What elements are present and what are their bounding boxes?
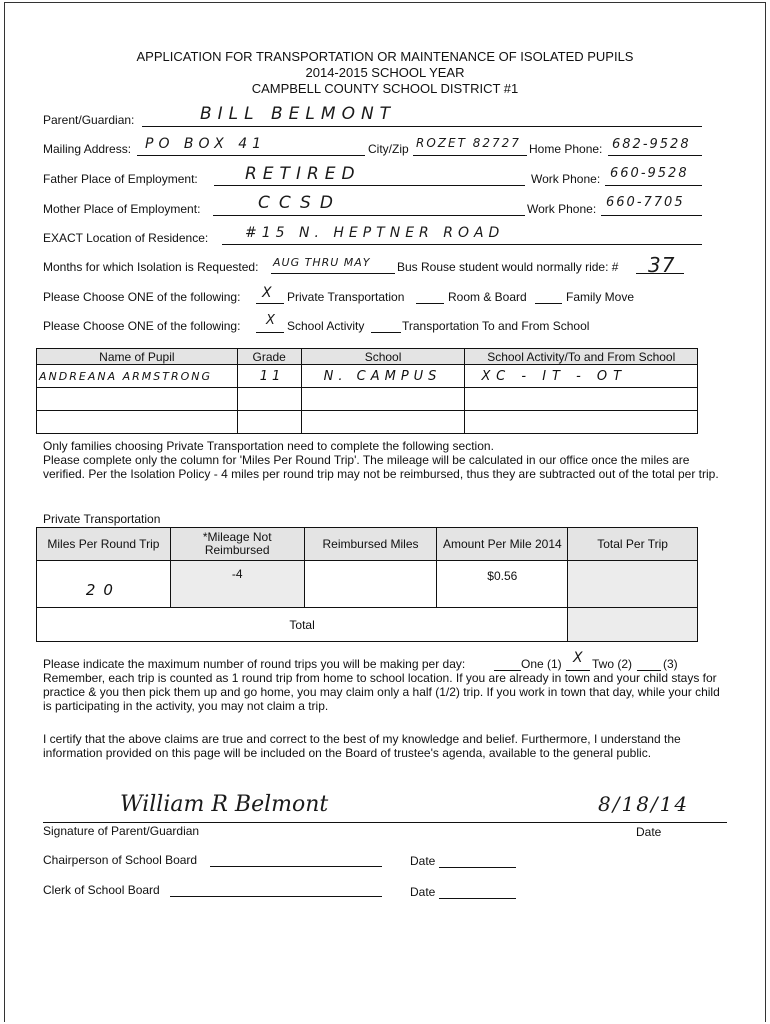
clerk-line[interactable] <box>170 896 382 897</box>
pupil-activity[interactable] <box>465 388 698 411</box>
choice2-school-activity: School Activity <box>287 319 365 333</box>
private-transportation-caption: Private Transportation <box>43 512 161 526</box>
pupil-name-text: ANDREANA ARMSTRONG <box>39 370 213 383</box>
private-transportation-table <box>36 527 698 642</box>
header-reimbursed-miles: Reimbursed Miles <box>304 528 437 561</box>
signature-label: Signature of Parent/Guardian <box>43 824 200 838</box>
mailing-label: Mailing Address: <box>43 142 132 156</box>
parent-label: Parent/Guardian: <box>43 113 135 127</box>
miles-per-round-trip-text: 20 <box>85 581 121 599</box>
cityzip-value[interactable]: ROZET 82727 <box>416 136 521 150</box>
header-activity: School Activity/To and From School <box>465 349 698 365</box>
header-amount-per-mile: Amount Per Mile 2014 <box>437 528 568 561</box>
header-mileage-not-reimbursed: *Mileage Not Reimbursed <box>170 528 304 561</box>
pupil-school[interactable] <box>301 388 465 411</box>
choice1-private-transportation: Private Transportation <box>287 290 405 304</box>
miles-per-round-trip[interactable] <box>37 561 171 608</box>
pupil-school[interactable] <box>301 411 465 434</box>
parent-value[interactable]: BILL BELMONT <box>200 104 397 124</box>
school-year: 2014-2015 SCHOOL YEAR <box>305 65 465 80</box>
header-school: School <box>301 349 465 365</box>
pupil-grade[interactable] <box>237 411 301 434</box>
bus-label: Bus Rouse student would normally ride: # <box>397 260 619 274</box>
months-value[interactable]: AUG THRU MAY <box>273 256 371 269</box>
months-line <box>271 273 395 274</box>
table-row <box>37 561 698 608</box>
mother-work-phone-line <box>601 215 702 216</box>
choice2-label: Please Choose ONE of the following: <box>43 319 241 333</box>
residence-value[interactable]: #15 N. HEPTNER ROAD <box>245 225 505 241</box>
private-table-header <box>37 528 698 561</box>
amount-per-mile: $0.56 <box>437 561 568 608</box>
pupil-table-header <box>37 349 698 365</box>
home-phone-line <box>608 155 702 156</box>
father-employment-line <box>214 185 525 186</box>
choice2-mark[interactable]: X <box>266 313 275 328</box>
pupil-school-text: N. CAMPUS <box>323 368 442 384</box>
pupil-table <box>36 348 698 434</box>
cityzip-line <box>413 155 527 156</box>
choice2-opt2-line[interactable] <box>371 332 401 333</box>
father-work-phone-line <box>605 185 702 186</box>
pupil-school[interactable] <box>301 365 465 388</box>
table-row <box>37 411 698 434</box>
mother-work-phone-value[interactable]: 660-7705 <box>606 195 685 210</box>
father-employment-label: Father Place of Employment: <box>43 172 198 186</box>
header-total-per-trip: Total Per Trip <box>568 528 698 561</box>
header-miles-per-round-trip: Miles Per Round Trip <box>37 528 171 561</box>
father-employment-value[interactable]: RETIRED <box>245 164 361 184</box>
choice1-opt2-line[interactable] <box>416 303 444 304</box>
pupil-grade[interactable] <box>237 365 301 388</box>
header-grade: Grade <box>237 349 301 365</box>
round-trip-two: Two (2) <box>592 657 633 671</box>
round-trips-prefix: Please indicate the maximum number of round trips you will be making per day: <box>43 657 466 671</box>
total-per-trip[interactable] <box>568 561 698 608</box>
mother-employment-value[interactable]: CCSD <box>258 193 342 213</box>
round-trip-mark[interactable]: X <box>573 650 583 666</box>
form-title: APPLICATION FOR TRANSPORTATION OR MAINTENANCE OF ISOLATED PUPILS <box>136 49 634 64</box>
certification-text: I certify that the above claims are true and correct to the best of my knowledge and belief. Furthermore, I understand the information provided on this page will be included on the Board of trustee's agenda, available to the general public. <box>43 732 681 760</box>
round-trip-three: (3) <box>663 657 678 671</box>
choice2-transportation: Transportation To and From School <box>402 319 590 333</box>
choice2-opt1-line <box>256 332 284 333</box>
reimbursed-miles[interactable] <box>304 561 437 608</box>
signature-date-label: Date <box>636 825 662 839</box>
mileage-not-reimbursed: -4 <box>170 561 304 608</box>
choice1-label: Please Choose ONE of the following: <box>43 290 241 304</box>
pupil-name[interactable] <box>37 411 238 434</box>
header-name-of-pupil: Name of Pupil <box>37 349 238 365</box>
father-work-phone-value[interactable]: 660-9528 <box>610 166 689 181</box>
clerk-label: Clerk of School Board <box>43 883 160 897</box>
table-row <box>37 365 698 388</box>
chairperson-date-label: Date <box>410 854 436 868</box>
home-phone-label: Home Phone: <box>529 142 603 156</box>
mailing-value[interactable]: PO BOX 41 <box>145 136 267 152</box>
months-label: Months for which Isolation is Requested: <box>43 260 259 274</box>
signature-line <box>43 822 727 823</box>
pupil-name[interactable] <box>37 388 238 411</box>
round-trips-explanation: Remember, each trip is counted as 1 round trip from home to school location. If you are already in town and your child stays for practice & you then pick them up and go home, you may claim only a half (1/2) trip. If you work in town that day, while your child is participating in the activity, you may not claim a trip. <box>43 671 720 713</box>
pupil-activity[interactable] <box>465 365 698 388</box>
residence-label: EXACT Location of Residence: <box>43 231 209 245</box>
instructions-p1: Only families choosing Private Transportation need to complete the following section. <box>43 439 494 453</box>
total-label: Total <box>37 608 568 642</box>
chairperson-line[interactable] <box>210 866 382 867</box>
parent-line <box>142 126 702 127</box>
mother-employment-line <box>213 215 525 216</box>
district-name: CAMPBELL COUNTY SCHOOL DISTRICT #1 <box>251 81 519 96</box>
round-trip-one: One (1) <box>521 657 562 671</box>
mailing-line <box>137 155 365 156</box>
signature-date[interactable]: 8/18/14 <box>598 792 690 816</box>
clerk-date-label: Date <box>410 885 436 899</box>
residence-line <box>222 244 702 245</box>
instructions-p2: Please complete only the column for 'Miles Per Round Trip'. The mileage will be calculated in our office once the miles are verified. Per the Isolation Policy - 4 miles per round trip may not be reimbursed, thus they are subtracted out of the total per trip. <box>43 453 719 481</box>
chairperson-date-line[interactable] <box>439 867 516 868</box>
mother-employment-label: Mother Place of Employment: <box>43 202 201 216</box>
total-row <box>37 608 698 642</box>
choice1-family-move: Family Move <box>566 290 635 304</box>
total-value[interactable] <box>568 608 698 642</box>
pupil-activity[interactable] <box>465 411 698 434</box>
pupil-grade[interactable] <box>237 388 301 411</box>
cityzip-label: City/Zip <box>368 142 409 156</box>
choice1-opt3-line[interactable] <box>535 303 562 304</box>
pupil-name[interactable] <box>37 365 238 388</box>
chairperson-label: Chairperson of School Board <box>43 853 198 867</box>
bus-value[interactable]: 37 <box>648 253 676 277</box>
table-row <box>37 388 698 411</box>
choice1-opt1-line <box>256 303 284 304</box>
home-phone-value[interactable]: 682-9528 <box>612 137 691 152</box>
pupil-grade-text: 11 <box>259 368 285 384</box>
father-work-phone-label: Work Phone: <box>531 172 601 186</box>
choice1-mark[interactable]: X <box>262 285 272 301</box>
pupil-activity-text: XC - IT - OT <box>481 368 628 384</box>
mother-work-phone-label: Work Phone: <box>527 202 597 216</box>
parent-signature[interactable]: William R Belmont <box>120 792 329 817</box>
clerk-date-line[interactable] <box>439 898 516 899</box>
choice1-room-board: Room & Board <box>448 290 527 304</box>
